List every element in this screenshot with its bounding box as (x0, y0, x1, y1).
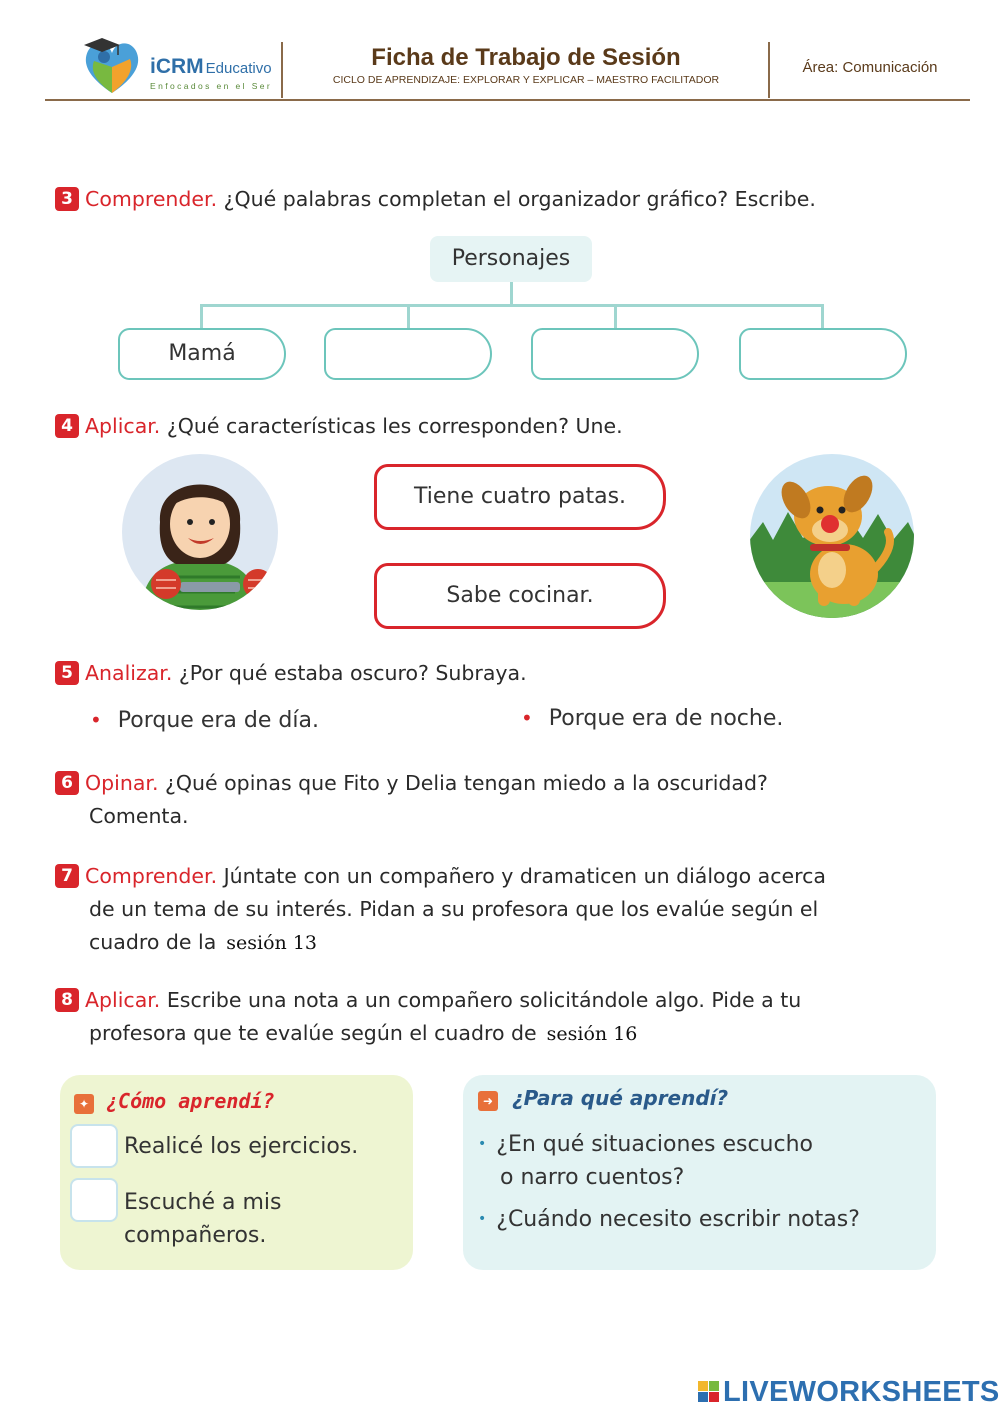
logo (78, 33, 146, 97)
reflection-item (478, 1128, 813, 1161)
question-skill: Comprender. (85, 187, 218, 211)
trait-box[interactable]: Sabe cocinar. (374, 563, 666, 629)
question-number: 5 (55, 661, 79, 685)
option-item[interactable] (90, 708, 319, 733)
question-number: 3 (55, 187, 79, 211)
reflection-item (478, 1203, 860, 1236)
bullet-icon: • (521, 706, 533, 730)
organizer-box[interactable]: Mamá (118, 328, 286, 380)
question-text-fragment: cuadro de la (89, 930, 217, 954)
checkbox-label: Realicé los ejercicios. (124, 1134, 359, 1159)
checkbox[interactable] (70, 1124, 118, 1168)
header-rule (45, 99, 970, 101)
question-3 (55, 183, 955, 216)
dog-icon (748, 452, 916, 620)
handwritten-answer: sesión 16 (546, 1023, 638, 1045)
checkbox-label: Escuché a mis (124, 1190, 282, 1215)
question-skill: Aplicar. (85, 414, 161, 438)
question-8 (55, 984, 955, 1051)
mom-icon (120, 452, 280, 612)
bullet-icon: • (478, 1211, 487, 1227)
logo-brand-secondary: Educativo (205, 60, 272, 77)
question-5 (55, 657, 955, 690)
option-text: Porque era de día. (117, 708, 319, 733)
lightbulb-icon: ✦ (74, 1094, 94, 1114)
organizer-box[interactable] (531, 328, 699, 380)
checkbox[interactable] (70, 1178, 118, 1222)
reflection-text: ¿En qué situaciones escucho (496, 1132, 813, 1157)
organizer-connector (407, 304, 410, 329)
organizer-connector (200, 304, 824, 307)
question-number: 4 (55, 414, 79, 438)
question-text: ¿Por qué estaba oscuro? Subraya. (178, 661, 527, 685)
question-skill: Comprender. (85, 864, 218, 888)
option-text: Porque era de noche. (548, 706, 784, 731)
page-subtitle: CICLO DE APRENDIZAJE: EXPLORAR Y EXPLICAR – MAESTRO FACILITADOR (332, 74, 720, 86)
question-text: Júntate con un compañero y dramaticen un diálogo acerca (223, 864, 826, 888)
question-number: 6 (55, 771, 79, 795)
question-4 (55, 410, 955, 443)
reflection-item-cont: o narro cuentos? (500, 1165, 685, 1190)
question-text: Escribe una nota a un compañero solicitándole algo. Pide a tu (166, 988, 802, 1012)
question-text-fragment: profesora que te evalúe según el cuadro de (89, 1021, 537, 1045)
question-text: ¿Qué opinas que Fito y Delia tengan miedo a la oscuridad? (165, 771, 768, 795)
organizer-connector (510, 282, 513, 304)
target-icon: ➜ (478, 1091, 498, 1111)
liveworksheets-logo-icon (698, 1381, 720, 1403)
bullet-icon: • (478, 1136, 487, 1152)
trait-box[interactable]: Tiene cuatro patas. (374, 464, 666, 530)
logo-puzzle-heart-icon (78, 33, 146, 97)
question-skill: Opinar. (85, 771, 159, 795)
organizer-connector (614, 304, 617, 329)
how-i-learned-title: ¿Cómo aprendí? (106, 1089, 275, 1113)
reflection-text: ¿Cuándo necesito escribir notas? (496, 1207, 860, 1232)
mom-illustration[interactable] (120, 452, 280, 612)
question-6 (55, 767, 955, 833)
checkbox-label-cont: compañeros. (124, 1223, 267, 1248)
question-number: 8 (55, 988, 79, 1012)
option-item[interactable] (521, 706, 783, 731)
organizer-box[interactable] (739, 328, 907, 380)
question-text-cont (55, 1017, 955, 1051)
question-text-cont: Comenta. (89, 804, 189, 828)
organizer-box[interactable] (324, 328, 492, 380)
logo-brand: iCRM (150, 55, 204, 78)
question-text-cont (55, 926, 955, 960)
organizer-connector (821, 304, 824, 329)
question-skill: Aplicar. (85, 988, 161, 1012)
bullet-icon: • (90, 708, 102, 732)
logo-tagline: Enfocados en el Ser (150, 81, 273, 91)
question-skill: Analizar. (85, 661, 173, 685)
question-text: ¿Qué palabras completan el organizador gráfico? Escribe. (223, 187, 816, 211)
why-i-learned-title: ¿Para qué aprendí? (512, 1086, 729, 1110)
page-title: Ficha de Trabajo de Sesión (371, 44, 681, 71)
logo-text (150, 55, 273, 91)
question-7 (55, 860, 955, 960)
organizer-root: Personajes (430, 236, 592, 282)
liveworksheets-brand: LIVEWORKSHEETS (723, 1376, 1000, 1408)
handwritten-answer: sesión 13 (226, 932, 317, 954)
question-text-cont: de un tema de su interés. Pidan a su profesora que los evalúe según el (89, 897, 819, 921)
question-text: ¿Qué características les corresponden? Une. (166, 414, 623, 438)
subject-area: Área: Comunicación (802, 59, 938, 76)
organizer-connector (200, 304, 203, 329)
dog-illustration[interactable] (748, 452, 916, 620)
question-number: 7 (55, 864, 79, 888)
